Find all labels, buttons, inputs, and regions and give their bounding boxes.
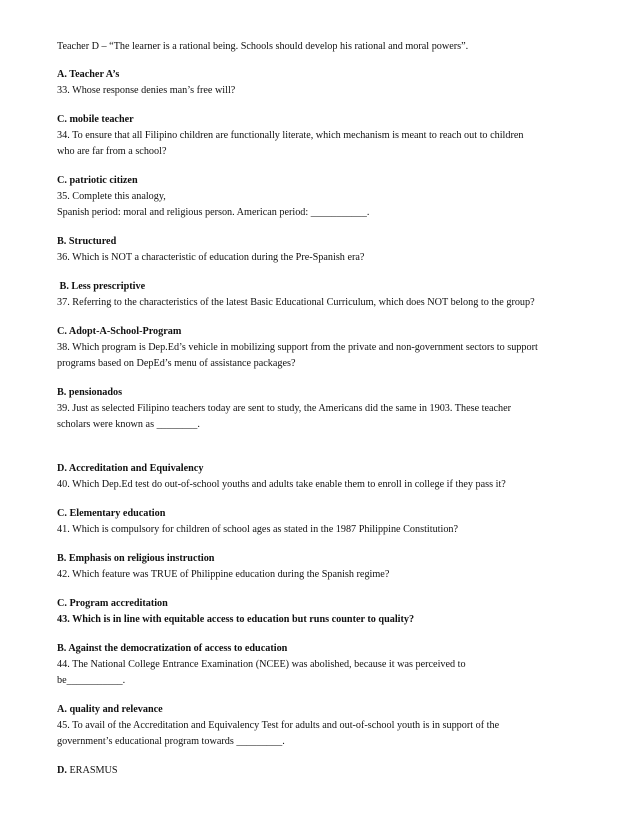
question-line: be___________.	[57, 675, 126, 686]
question-line: 34. To ensure that all Filipino children are functionally literate, which mechanism is meant to reach out to children	[57, 130, 524, 141]
answer-line: A. quality and relevance	[57, 704, 163, 715]
question-line: government’s educational program towards _________.	[57, 736, 285, 747]
question-line: 44. The National College Entrance Examination (NCEE) was abolished, because it was perceived to	[57, 659, 466, 670]
question-line: 43. Which is in line with equitable access to education but runs counter to quality?	[57, 614, 415, 625]
question-line: 38. Which program is Dep.Ed’s vehicle in mobilizing support from the private and non-government sectors to support	[57, 342, 538, 353]
answer-line: C. Elementary education	[57, 508, 166, 519]
question-line: 33. Whose response denies man’s free will?	[57, 85, 236, 96]
final-answer-line	[57, 764, 118, 777]
answer-line: D. Accreditation and Equivalency	[57, 463, 204, 474]
question-line: programs based on DepEd’s menu of assistance packages?	[57, 358, 296, 369]
question-line: 37. Referring to the characteristics of the latest Basic Educational Curriculum, which does NOT belong to the group?	[57, 297, 535, 308]
answer-line: B. Structured	[57, 236, 117, 247]
answer-line: C. mobile teacher	[57, 114, 134, 125]
question-line: scholars were known as ________.	[57, 419, 200, 430]
question-line: 40. Which Dep.Ed test do out-of-school youths and adults take enable them to enroll in college if they pass it?	[57, 479, 506, 490]
question-line: 42. Which feature was TRUE of Philippine education during the Spanish regime?	[57, 569, 390, 580]
question-line: who are far from a school?	[57, 146, 167, 157]
answer-line: C. Program accreditation	[57, 598, 168, 609]
answer-line: C. Adopt-A-School-Program	[57, 326, 182, 337]
answer-line: A. Teacher A’s	[57, 69, 120, 80]
question-line: 35. Complete this analogy,	[57, 191, 166, 202]
answer-line: B. pensionados	[57, 387, 123, 398]
answer-line: C. patriotic citizen	[57, 175, 138, 186]
answer-line: B. Emphasis on religious instruction	[57, 553, 215, 564]
question-line: 41. Which is compulsory for children of school ages as stated in the 1987 Philippine Constitution?	[57, 524, 459, 535]
answer-line: B. Less prescriptive	[57, 281, 146, 292]
question-line: 45. To avail of the Accreditation and Equivalency Test for adults and out-of-school youth is in support of the	[57, 720, 500, 731]
question-line: 39. Just as selected Filipino teachers today are sent to study, the Americans did the same in 1903. These teacher	[57, 403, 512, 414]
question-line: 36. Which is NOT a characteristic of education during the Pre-Spanish era?	[57, 252, 365, 263]
question-line: Spanish period: moral and religious person. American period: ___________.	[57, 207, 370, 218]
intro-text: Teacher D – “The learner is a rational being. Schools should develop his rational and moral powers”.	[57, 41, 469, 52]
final-answer-text: ERASMUS	[66, 765, 118, 776]
final-answer-letter: D.	[57, 765, 67, 776]
answer-line: B. Against the democratization of access to education	[57, 643, 288, 654]
